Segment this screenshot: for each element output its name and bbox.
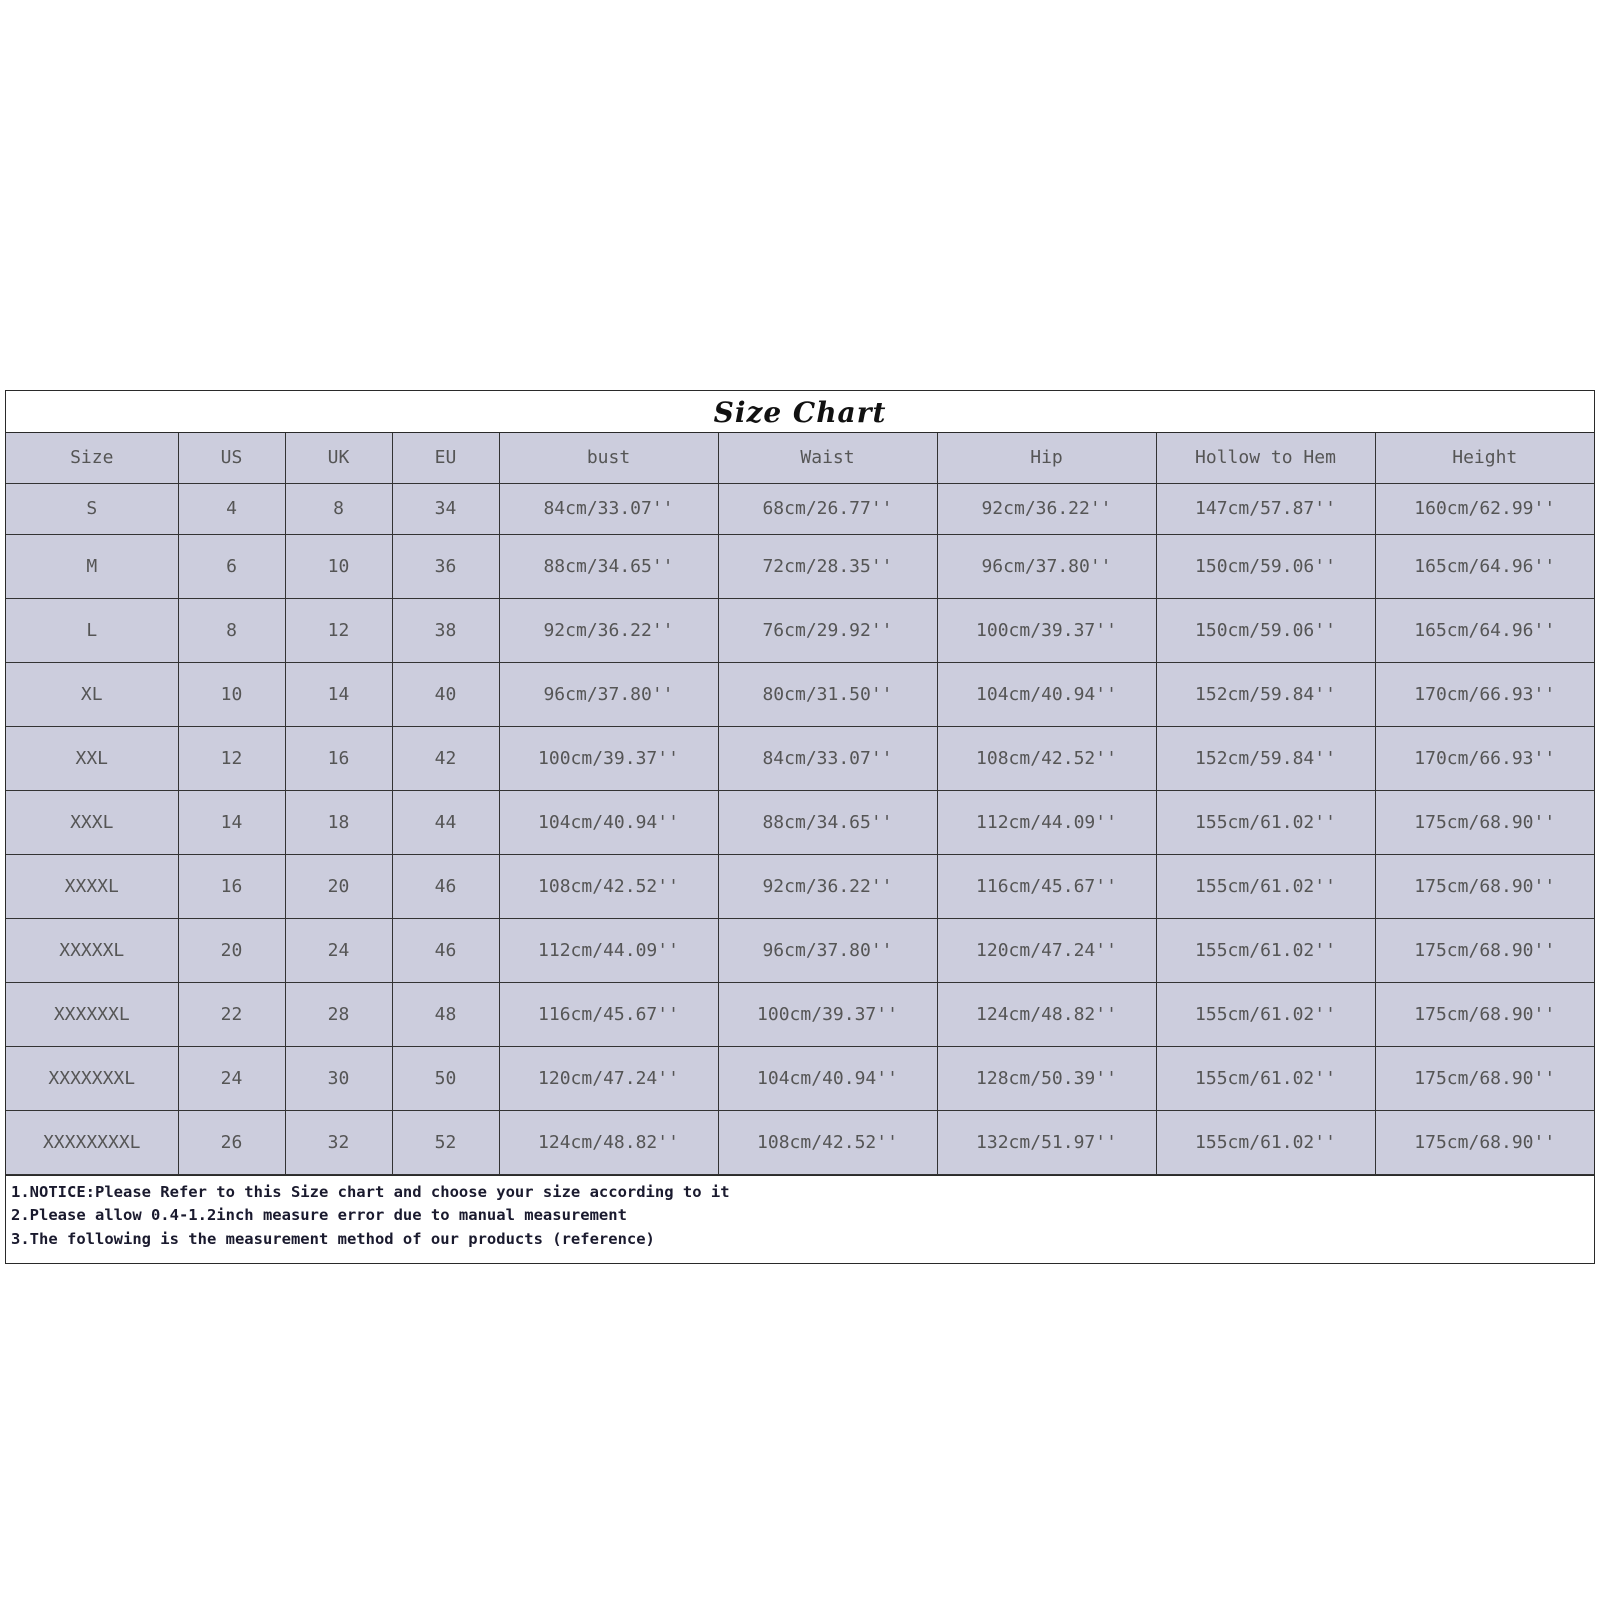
table-cell: 30 bbox=[285, 1046, 392, 1110]
table-row bbox=[6, 854, 1594, 918]
table-cell: 96cm/37.80'' bbox=[937, 534, 1156, 598]
table-cell: 120cm/47.24'' bbox=[499, 1046, 718, 1110]
size-label-cell: XXXXXXL bbox=[6, 982, 178, 1046]
table-row bbox=[6, 1046, 1594, 1110]
table-cell: 100cm/39.37'' bbox=[499, 726, 718, 790]
size-label-cell: XXXXL bbox=[6, 854, 178, 918]
table-cell: 14 bbox=[178, 790, 285, 854]
size-label-cell: XL bbox=[6, 662, 178, 726]
table-cell: 92cm/36.22'' bbox=[718, 854, 937, 918]
table-cell: 116cm/45.67'' bbox=[499, 982, 718, 1046]
table-cell: 50 bbox=[392, 1046, 499, 1110]
table-cell: 124cm/48.82'' bbox=[499, 1110, 718, 1174]
table-cell: 170cm/66.93'' bbox=[1375, 662, 1594, 726]
table-row bbox=[6, 1110, 1594, 1174]
table-cell: 28 bbox=[285, 982, 392, 1046]
size-label-cell: XXXXXL bbox=[6, 918, 178, 982]
table-cell: 155cm/61.02'' bbox=[1156, 854, 1375, 918]
table-row bbox=[6, 982, 1594, 1046]
table-row bbox=[6, 483, 1594, 534]
table-cell: 96cm/37.80'' bbox=[499, 662, 718, 726]
header-row bbox=[6, 433, 1594, 483]
table-cell: 80cm/31.50'' bbox=[718, 662, 937, 726]
table-cell: 112cm/44.09'' bbox=[499, 918, 718, 982]
table-cell: 76cm/29.92'' bbox=[718, 598, 937, 662]
table-cell: 24 bbox=[285, 918, 392, 982]
table-cell: 10 bbox=[178, 662, 285, 726]
table-cell: 128cm/50.39'' bbox=[937, 1046, 1156, 1110]
table-cell: 155cm/61.02'' bbox=[1156, 918, 1375, 982]
table-cell: 92cm/36.22'' bbox=[499, 598, 718, 662]
notes-section bbox=[6, 1175, 1594, 1252]
table-cell: 104cm/40.94'' bbox=[499, 790, 718, 854]
table-cell: 150cm/59.06'' bbox=[1156, 534, 1375, 598]
note-line: 3.The following is the measurement method of our products (reference) bbox=[11, 1229, 655, 1248]
table-cell: 46 bbox=[392, 854, 499, 918]
table-cell: 12 bbox=[178, 726, 285, 790]
table-cell: 34 bbox=[392, 483, 499, 534]
table-cell: 52 bbox=[392, 1110, 499, 1174]
table-cell: 147cm/57.87'' bbox=[1156, 483, 1375, 534]
size-label-cell: S bbox=[6, 483, 178, 534]
table-cell: 132cm/51.97'' bbox=[937, 1110, 1156, 1174]
column-header: bust bbox=[499, 433, 718, 483]
column-header: Hollow to Hem bbox=[1156, 433, 1375, 483]
table-cell: 104cm/40.94'' bbox=[718, 1046, 937, 1110]
note-line: 1.NOTICE:Please Refer to this Size chart and choose your size according to it bbox=[11, 1182, 730, 1201]
table-cell: 96cm/37.80'' bbox=[718, 918, 937, 982]
table-cell: 20 bbox=[285, 854, 392, 918]
table-cell: 175cm/68.90'' bbox=[1375, 918, 1594, 982]
column-header: Hip bbox=[937, 433, 1156, 483]
table-cell: 175cm/68.90'' bbox=[1375, 982, 1594, 1046]
table-cell: 100cm/39.37'' bbox=[718, 982, 937, 1046]
table-cell: 100cm/39.37'' bbox=[937, 598, 1156, 662]
table-cell: 170cm/66.93'' bbox=[1375, 726, 1594, 790]
table-cell: 12 bbox=[285, 598, 392, 662]
table-cell: 22 bbox=[178, 982, 285, 1046]
table-cell: 84cm/33.07'' bbox=[499, 483, 718, 534]
table-cell: 8 bbox=[178, 598, 285, 662]
table-cell: 104cm/40.94'' bbox=[937, 662, 1156, 726]
table-cell: 16 bbox=[285, 726, 392, 790]
table-cell: 20 bbox=[178, 918, 285, 982]
table-cell: 8 bbox=[285, 483, 392, 534]
table-cell: 175cm/68.90'' bbox=[1375, 854, 1594, 918]
table-row bbox=[6, 790, 1594, 854]
table-row bbox=[6, 662, 1594, 726]
table-row bbox=[6, 598, 1594, 662]
table-cell: 46 bbox=[392, 918, 499, 982]
table-cell: 68cm/26.77'' bbox=[718, 483, 937, 534]
table-cell: 108cm/42.52'' bbox=[937, 726, 1156, 790]
table-cell: 152cm/59.84'' bbox=[1156, 662, 1375, 726]
table-cell: 152cm/59.84'' bbox=[1156, 726, 1375, 790]
size-label-cell: XXXL bbox=[6, 790, 178, 854]
column-header: Waist bbox=[718, 433, 937, 483]
table-cell: 14 bbox=[285, 662, 392, 726]
table-cell: 175cm/68.90'' bbox=[1375, 1046, 1594, 1110]
table-cell: 42 bbox=[392, 726, 499, 790]
note-line: 2.Please allow 0.4-1.2inch measure error due to manual measurement bbox=[11, 1206, 627, 1224]
table-cell: 108cm/42.52'' bbox=[499, 854, 718, 918]
column-header: US bbox=[178, 433, 285, 483]
table-cell: 72cm/28.35'' bbox=[718, 534, 937, 598]
table-cell: 108cm/42.52'' bbox=[718, 1110, 937, 1174]
table-cell: 155cm/61.02'' bbox=[1156, 1110, 1375, 1174]
table-cell: 120cm/47.24'' bbox=[937, 918, 1156, 982]
table-cell: 124cm/48.82'' bbox=[937, 982, 1156, 1046]
table-cell: 44 bbox=[392, 790, 499, 854]
table-cell: 150cm/59.06'' bbox=[1156, 598, 1375, 662]
table-cell: 155cm/61.02'' bbox=[1156, 790, 1375, 854]
table-cell: 112cm/44.09'' bbox=[937, 790, 1156, 854]
table-cell: 18 bbox=[285, 790, 392, 854]
table-cell: 165cm/64.96'' bbox=[1375, 534, 1594, 598]
size-label-cell: XXL bbox=[6, 726, 178, 790]
table-cell: 155cm/61.02'' bbox=[1156, 1046, 1375, 1110]
table-cell: 36 bbox=[392, 534, 499, 598]
table-cell: 155cm/61.02'' bbox=[1156, 982, 1375, 1046]
size-label-cell: L bbox=[6, 598, 178, 662]
table-cell: 16 bbox=[178, 854, 285, 918]
table-row bbox=[6, 726, 1594, 790]
table-cell: 48 bbox=[392, 982, 499, 1046]
table-cell: 26 bbox=[178, 1110, 285, 1174]
table-cell: 116cm/45.67'' bbox=[937, 854, 1156, 918]
size-label-cell: M bbox=[6, 534, 178, 598]
table-cell: 175cm/68.90'' bbox=[1375, 1110, 1594, 1174]
size-label-cell: XXXXXXXL bbox=[6, 1046, 178, 1110]
chart-title: Size Chart bbox=[6, 391, 1594, 433]
size-label-cell: XXXXXXXXL bbox=[6, 1110, 178, 1174]
table-cell: 160cm/62.99'' bbox=[1375, 483, 1594, 534]
table-cell: 92cm/36.22'' bbox=[937, 483, 1156, 534]
size-table bbox=[6, 433, 1594, 1175]
table-row bbox=[6, 918, 1594, 982]
table-cell: 10 bbox=[285, 534, 392, 598]
table-cell: 40 bbox=[392, 662, 499, 726]
table-cell: 88cm/34.65'' bbox=[718, 790, 937, 854]
table-cell: 175cm/68.90'' bbox=[1375, 790, 1594, 854]
table-cell: 4 bbox=[178, 483, 285, 534]
table-cell: 6 bbox=[178, 534, 285, 598]
table-cell: 38 bbox=[392, 598, 499, 662]
table-cell: 165cm/64.96'' bbox=[1375, 598, 1594, 662]
size-chart bbox=[5, 390, 1595, 1264]
table-cell: 88cm/34.65'' bbox=[499, 534, 718, 598]
table-cell: 24 bbox=[178, 1046, 285, 1110]
table-cell: 32 bbox=[285, 1110, 392, 1174]
table-row bbox=[6, 534, 1594, 598]
table-cell: 84cm/33.07'' bbox=[718, 726, 937, 790]
column-header: Size bbox=[6, 433, 178, 483]
column-header: UK bbox=[285, 433, 392, 483]
column-header: EU bbox=[392, 433, 499, 483]
column-header: Height bbox=[1375, 433, 1594, 483]
